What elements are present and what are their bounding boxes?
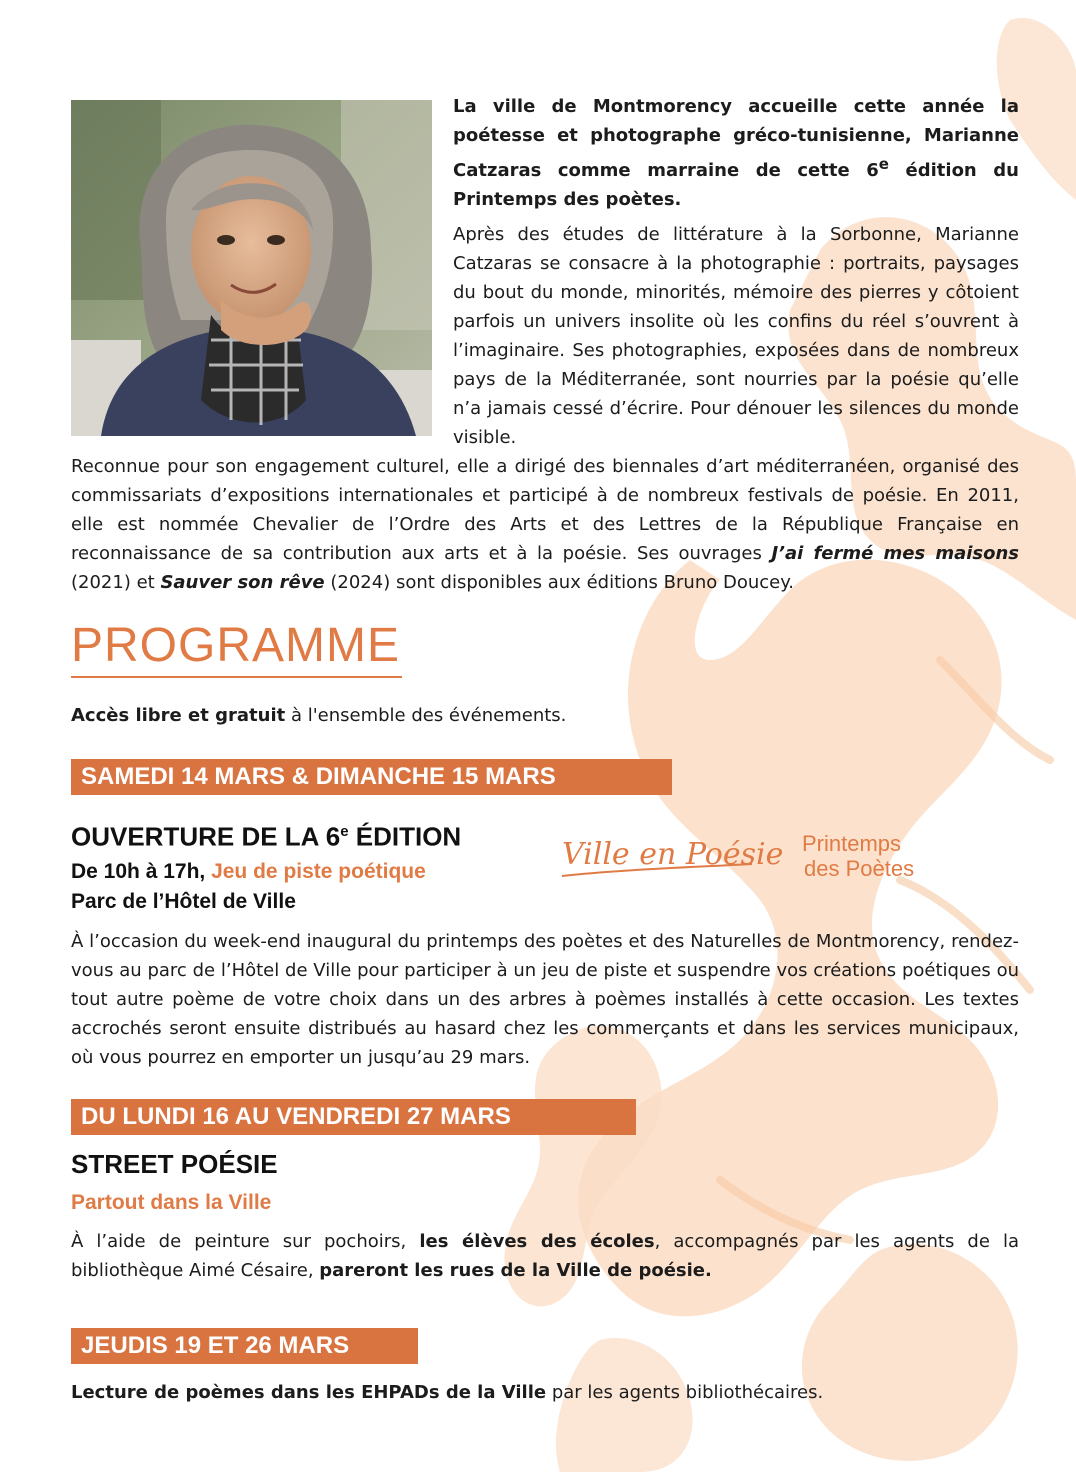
event-title-1: OUVERTURE DE LA 6e ÉDITION [71, 821, 462, 852]
intro-paragraph: Après des études de littérature à la Sorbonne, Marianne Catzaras se consacre à la photographie : portraits, paysages du bout du monde, minorités, mémoire des pierres y côtoient parfois un univers insolite où les confins du réel s’ouvrent à l’imaginaire. Ses photographies, exposées dans de nombreux pays de la Méditerranée, sont nourries par la poésie qu’elle n’a jamais cessé d’écrire. Pour dénouer les silences du monde visible. [453, 224, 1019, 448]
portrait-photo [71, 100, 432, 436]
event-description-2: À l’aide de peinture sur pochoirs, les élèves des écoles, accompagnés par les agents de la bibliothèque Aimé Césaire, pareront les rues de la Ville de poésie. [71, 1231, 1020, 1281]
date-band-1: SAMEDI 14 MARS & DIMANCHE 15 MARS [71, 759, 672, 795]
event-time-1: De 10h à 17h, Jeu de piste poétique [71, 860, 426, 883]
intro-lead: La ville de Montmorency accueille cette année la poétesse et photographe gréco-tunisienne, Marianne Catzaras comme marraine de cette 6e édition du Printemps des poètes. [453, 96, 1019, 210]
svg-text:Ville en Poésie: Ville en Poésie [562, 837, 784, 872]
programme-heading: PROGRAMME [71, 616, 402, 678]
book-title-1: J’ai fermé mes maisons [771, 543, 1019, 564]
event-description-1: À l’occasion du week-end inaugural du printemps des poètes et des Naturelles de Montmorency, rendez-vous au parc de l’Hôtel de Ville pour participer à un jeu de piste et suspendre vos créations poétiques ou tout autre poème de votre choix dans un des arbres à poèmes installés à cette occasion. Les textes accrochés seront ensuite distribués au hasard chez les commerçants et dans les services municipaux, où vous pourrez en emporter un jusqu’au 29 mars. [71, 931, 1019, 1068]
printemps-des-poetes-logo: Printemps des Poètes [802, 831, 915, 881]
date-band-3: JEUDIS 19 ET 26 MARS [71, 1328, 418, 1364]
event-place-2: Partout dans la Ville [71, 1191, 272, 1214]
book-title-2: Sauver son rêve [160, 572, 325, 593]
event-title-2: STREET POÉSIE [71, 1149, 278, 1179]
ville-en-poesie-logo [556, 824, 784, 890]
event-description-3: Lecture de poèmes dans les EHPADs de la Ville par les agents bibliothécaires. [71, 1382, 824, 1403]
access-note: Accès libre et gratuit à l'ensemble des événements. [71, 705, 567, 726]
date-band-2: DU LUNDI 16 AU VENDREDI 27 MARS [71, 1099, 636, 1135]
intro-section [453, 92, 1019, 452]
biography-paragraph: Reconnue pour son engagement culturel, elle a dirigé des biennales d’art méditerranéen, organisé des commissariats d’expositions internationales et participé à de nombreux festivals de poésie. En 2011, elle est nommée Chevalier de l’Ordre des Arts et des Lettres de la République Française en reconnaissance de sa contribution aux arts et à la poésie. Ses ouvrages J’ai fermé mes maisons (2021) et Sauver son rêve (2024) sont disponibles aux éditions Bruno Doucey. [71, 456, 1019, 593]
event-place-1: Parc de l’Hôtel de Ville [71, 890, 296, 913]
